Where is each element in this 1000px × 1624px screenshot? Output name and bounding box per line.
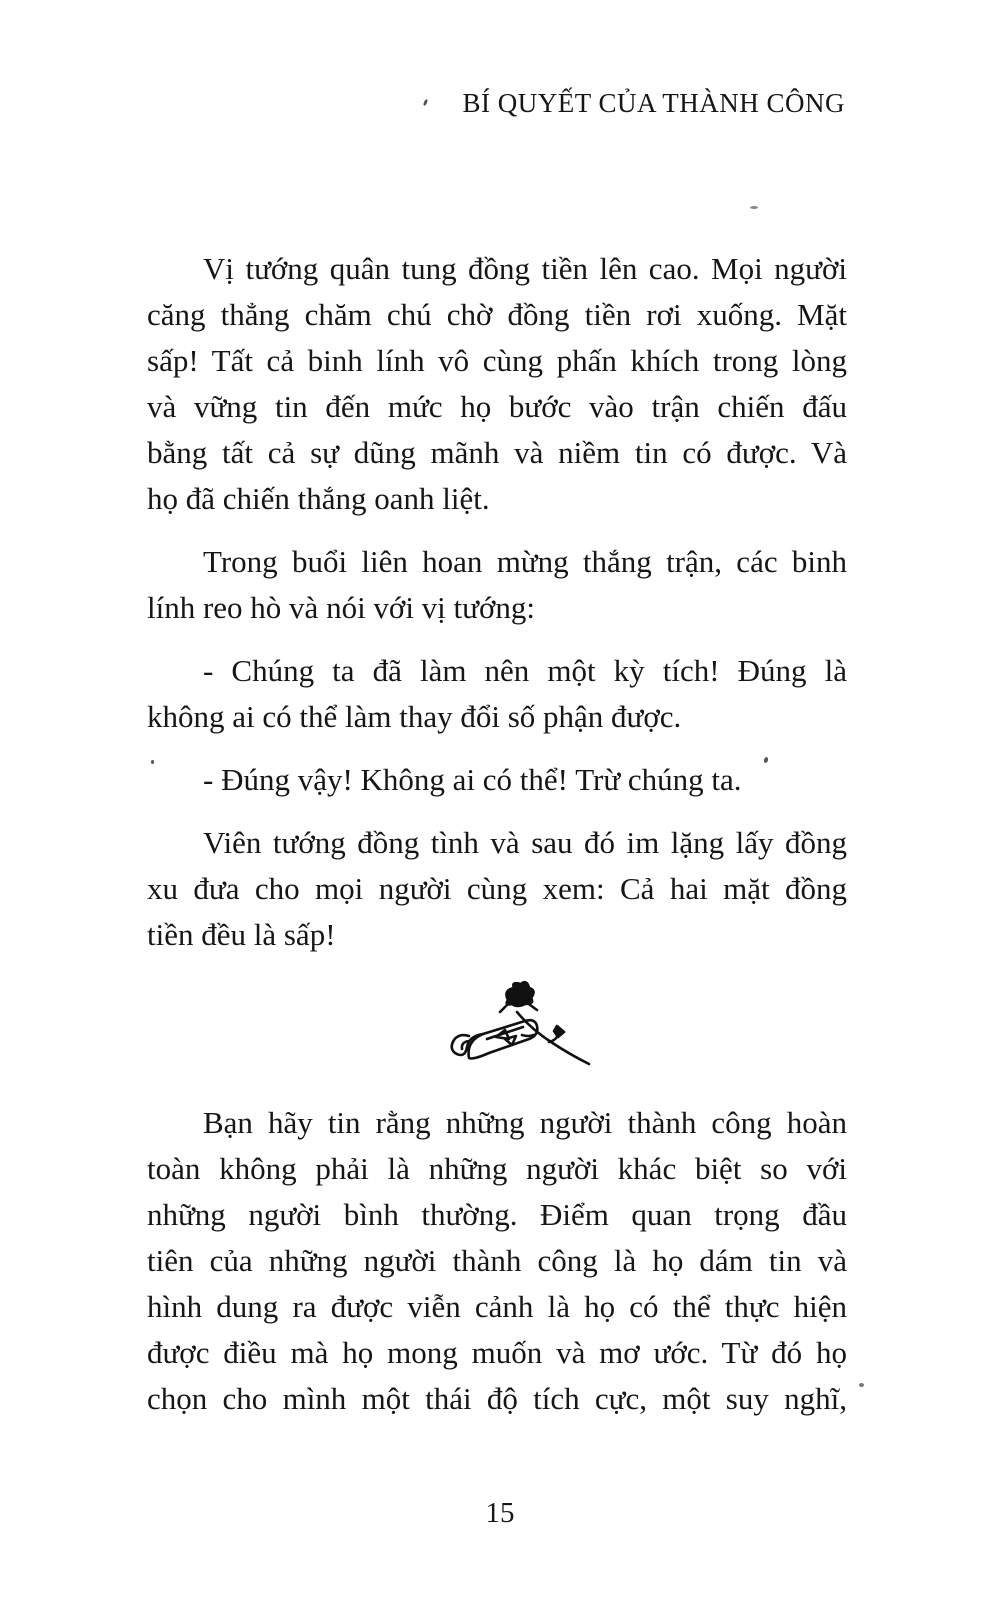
body-text-column <box>147 1100 847 1439</box>
text-line: bằng tất cả sự dũng mãnh và niềm tin có được. Và <box>147 435 847 470</box>
text-line: Vị tướng quân tung đồng tiền lên cao. Mọi người <box>203 251 847 286</box>
text-line: hình dung ra được viễn cảnh là họ có thể thực hiện <box>147 1289 847 1324</box>
text-line: họ đã chiến thắng oanh liệt. <box>147 481 490 516</box>
text-line: Viên tướng đồng tình và sau đó im lặng lấy đồng <box>203 825 847 860</box>
text-line: sấp! Tất cả binh lính vô cùng phấn khích trong lòng <box>147 343 847 378</box>
text-line: chọn cho mình một thái độ tích cực, một suy nghĩ, <box>147 1381 847 1416</box>
dialogue-paragraph <box>147 648 847 740</box>
paragraph <box>147 539 847 631</box>
text-line: Bạn hãy tin rằng những người thành công hoàn <box>203 1105 847 1140</box>
paragraph <box>147 1100 847 1422</box>
running-header-title: BÍ QUYẾT CỦA THÀNH CÔNG <box>462 88 845 118</box>
text-line: những người bình thường. Điểm quan trọng đầu <box>147 1197 847 1232</box>
text-line: - Đúng vậy! Không ai có thể! Trừ chúng ta. <box>203 762 742 797</box>
body-text-column <box>147 246 847 975</box>
text-line: toàn không phải là những người khác biệt so với <box>147 1151 847 1186</box>
page-number: 15 <box>485 1497 515 1529</box>
text-line: và vững tin đến mức họ bước vào trận chiến đấu <box>147 389 847 424</box>
text-line: Trong buổi liên hoan mừng thắng trận, các binh <box>203 544 847 579</box>
dialogue-paragraph <box>147 757 847 803</box>
scan-speck <box>859 1383 864 1387</box>
text-line: lính reo hò và nói với vị tướng: <box>147 590 535 625</box>
text-line: căng thẳng chăm chú chờ đồng tiền rơi xuống. Mặt <box>147 297 847 332</box>
text-line: được điều mà họ mong muốn và mơ ước. Từ đó họ <box>147 1335 847 1370</box>
text-line: - Chúng ta đã làm nên một kỳ tích! Đúng là <box>203 653 847 688</box>
paragraph <box>147 820 847 958</box>
text-line: không ai có thể làm thay đổi số phận được. <box>147 699 682 734</box>
scan-speck <box>750 206 758 209</box>
paragraph <box>147 246 847 522</box>
text-line: tiên của những người thành công là họ dám tin và <box>147 1243 847 1278</box>
text-line: xu đưa cho mọi người cùng xem: Cả hai mặt đồng <box>147 871 847 906</box>
scroll-and-rose-ink-sketch-icon <box>438 978 598 1090</box>
text-line: tiền đều là sấp! <box>147 917 336 952</box>
